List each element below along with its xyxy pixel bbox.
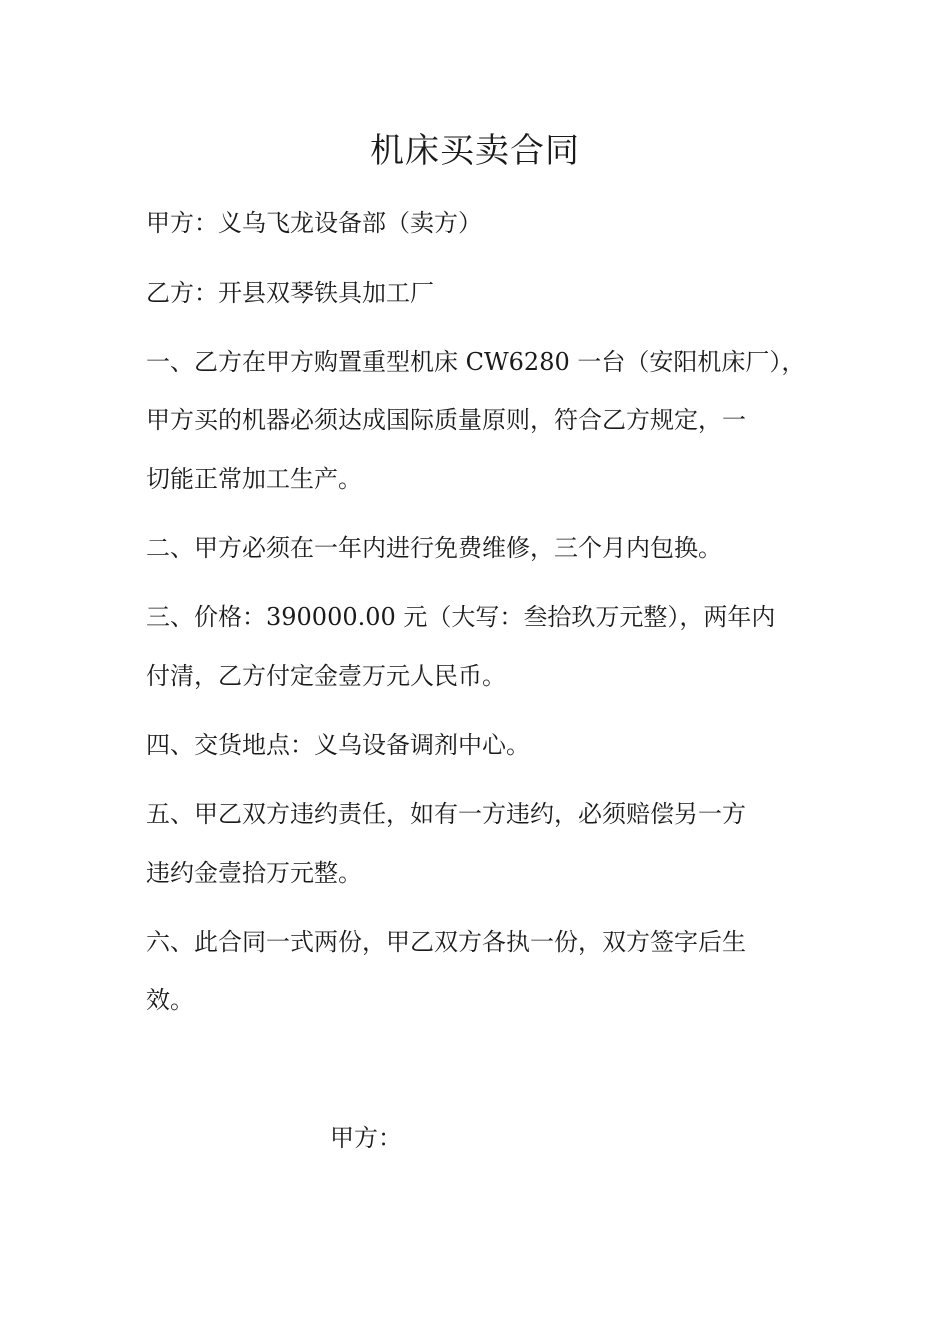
clause-1-line-1: 一、乙方在甲方购置重型机床 CW6280 一台（安阳机床厂）， [146,348,806,376]
clause-1-line-3: 切能正常加工生产。 [146,465,362,493]
clause-3-line-1: 三、价格：390000.00 元（大写：叁拾玖万元整），两年内 [146,603,776,631]
clause-5-line-2: 违约金壹拾万元整。 [146,859,362,887]
party-a-line: 甲方：义乌飞龙设备部（卖方） [146,209,482,237]
clause-6-line-1: 六、此合同一式两份，甲乙双方各执一份，双方签字后生 [146,928,746,956]
clause-3-line-2: 付清，乙方付定金壹万元人民币。 [146,662,506,690]
clause-6-line-2: 效。 [146,986,194,1014]
signature-label-party-a: 甲方： [330,1124,402,1152]
party-b-line: 乙方：开县双琴铁具加工厂 [146,279,434,307]
clause-5-line-1: 五、甲乙双方违约责任，如有一方违约，必须赔偿另一方 [146,800,746,828]
document-title: 机床买卖合同 [370,131,580,171]
clause-4-line-1: 四、交货地点：义乌设备调剂中心。 [146,731,530,759]
clause-2-line-1: 二、甲方必须在一年内进行免费维修，三个月内包换。 [146,534,722,562]
clause-1-line-2: 甲方买的机器必须达成国际质量原则，符合乙方规定，一 [146,406,746,434]
